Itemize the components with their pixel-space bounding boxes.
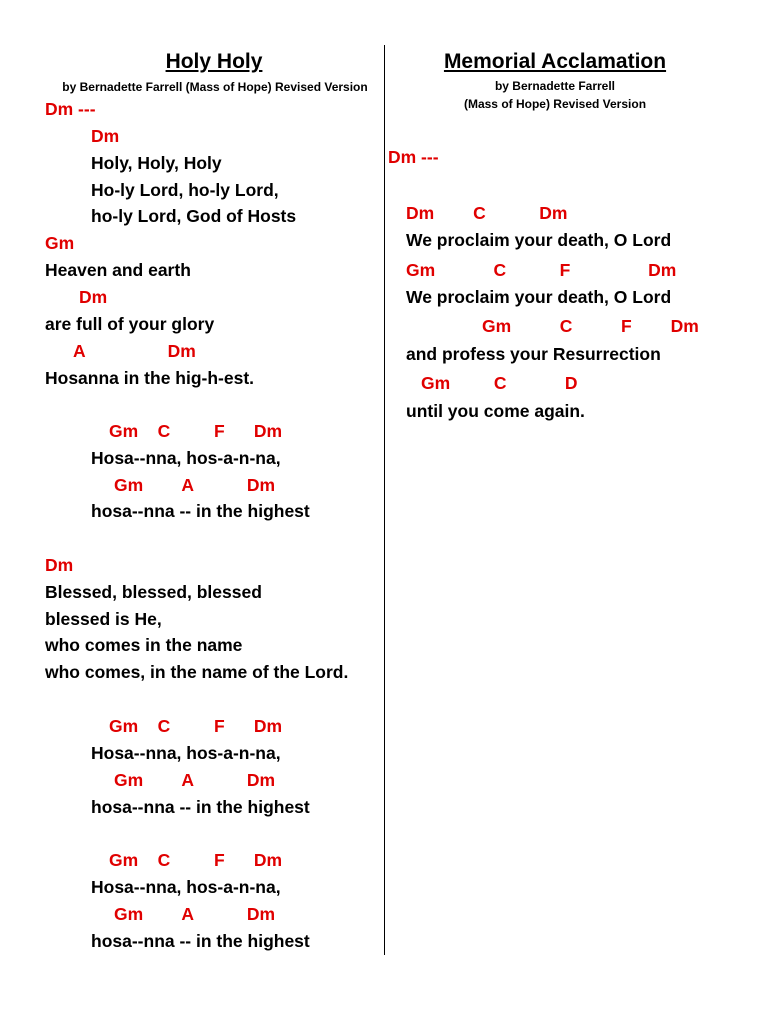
lyric-line: ho-ly Lord, God of Hosts bbox=[91, 206, 297, 226]
lyric-line: and profess your Resurrection bbox=[406, 344, 661, 364]
lyric-line: Ho-ly Lord, ho-ly Lord, bbox=[91, 180, 279, 200]
left-song-title: Holy Holy bbox=[165, 50, 263, 73]
chord-line: Gm A Dm bbox=[114, 770, 276, 790]
lyric-line: Hosa--nna, hos-a-n-na, bbox=[91, 743, 281, 763]
lyric-line: who comes, in the name of the Lord. bbox=[45, 662, 349, 682]
right-song-title: Memorial Acclamation bbox=[443, 50, 667, 73]
right-song-byline-2: (Mass of Hope) Revised Version bbox=[463, 97, 647, 111]
lyric-line: We proclaim your death, O Lord bbox=[406, 230, 672, 250]
chord-line: Dm bbox=[91, 126, 120, 146]
column-divider bbox=[384, 45, 385, 955]
lyric-line: are full of your glory bbox=[45, 314, 215, 334]
chord-line: Gm A Dm bbox=[114, 904, 276, 924]
chord-line: Gm C F Dm bbox=[109, 850, 283, 870]
chord-line: Dm --- bbox=[388, 147, 439, 167]
lyric-line: We proclaim your death, O Lord bbox=[406, 287, 672, 307]
chord-line: Dm bbox=[79, 287, 108, 307]
lyric-line: hosa--nna -- in the highest bbox=[91, 931, 310, 951]
chord-line: Dm C Dm bbox=[406, 203, 568, 223]
chord-line: Gm bbox=[45, 233, 75, 253]
right-song-byline: by Bernadette Farrell bbox=[494, 79, 616, 93]
left-song-byline: by Bernadette Farrell (Mass of Hope) Revised Version bbox=[62, 80, 368, 94]
chord-line: A Dm bbox=[73, 341, 196, 361]
lyric-line: Holy, Holy, Holy bbox=[91, 153, 222, 173]
lyric-line: who comes in the name bbox=[45, 635, 243, 655]
lyric-line: Hosa--nna, hos-a-n-na, bbox=[91, 448, 281, 468]
chord-line: Dm bbox=[45, 555, 74, 575]
lyric-line: Heaven and earth bbox=[45, 260, 191, 280]
lyric-line: hosa--nna -- in the highest bbox=[91, 797, 310, 817]
lyric-line: Hosanna in the hig-h-est. bbox=[45, 368, 255, 388]
lyric-line: until you come again. bbox=[406, 401, 585, 421]
lyric-line: hosa--nna -- in the highest bbox=[91, 501, 310, 521]
chord-line: Gm C F Dm bbox=[406, 260, 677, 280]
chord-line: Gm A Dm bbox=[114, 475, 276, 495]
chord-line: Dm --- bbox=[45, 99, 96, 119]
lyric-line: blessed is He, bbox=[45, 609, 162, 629]
chord-line: Gm C F Dm bbox=[109, 421, 283, 441]
chord-line: Gm C F Dm bbox=[482, 316, 699, 336]
lyric-line: Hosa--nna, hos-a-n-na, bbox=[91, 877, 281, 897]
lyric-line: Blessed, blessed, blessed bbox=[45, 582, 262, 602]
chord-line: Gm C D bbox=[421, 373, 578, 393]
chord-line: Gm C F Dm bbox=[109, 716, 283, 736]
